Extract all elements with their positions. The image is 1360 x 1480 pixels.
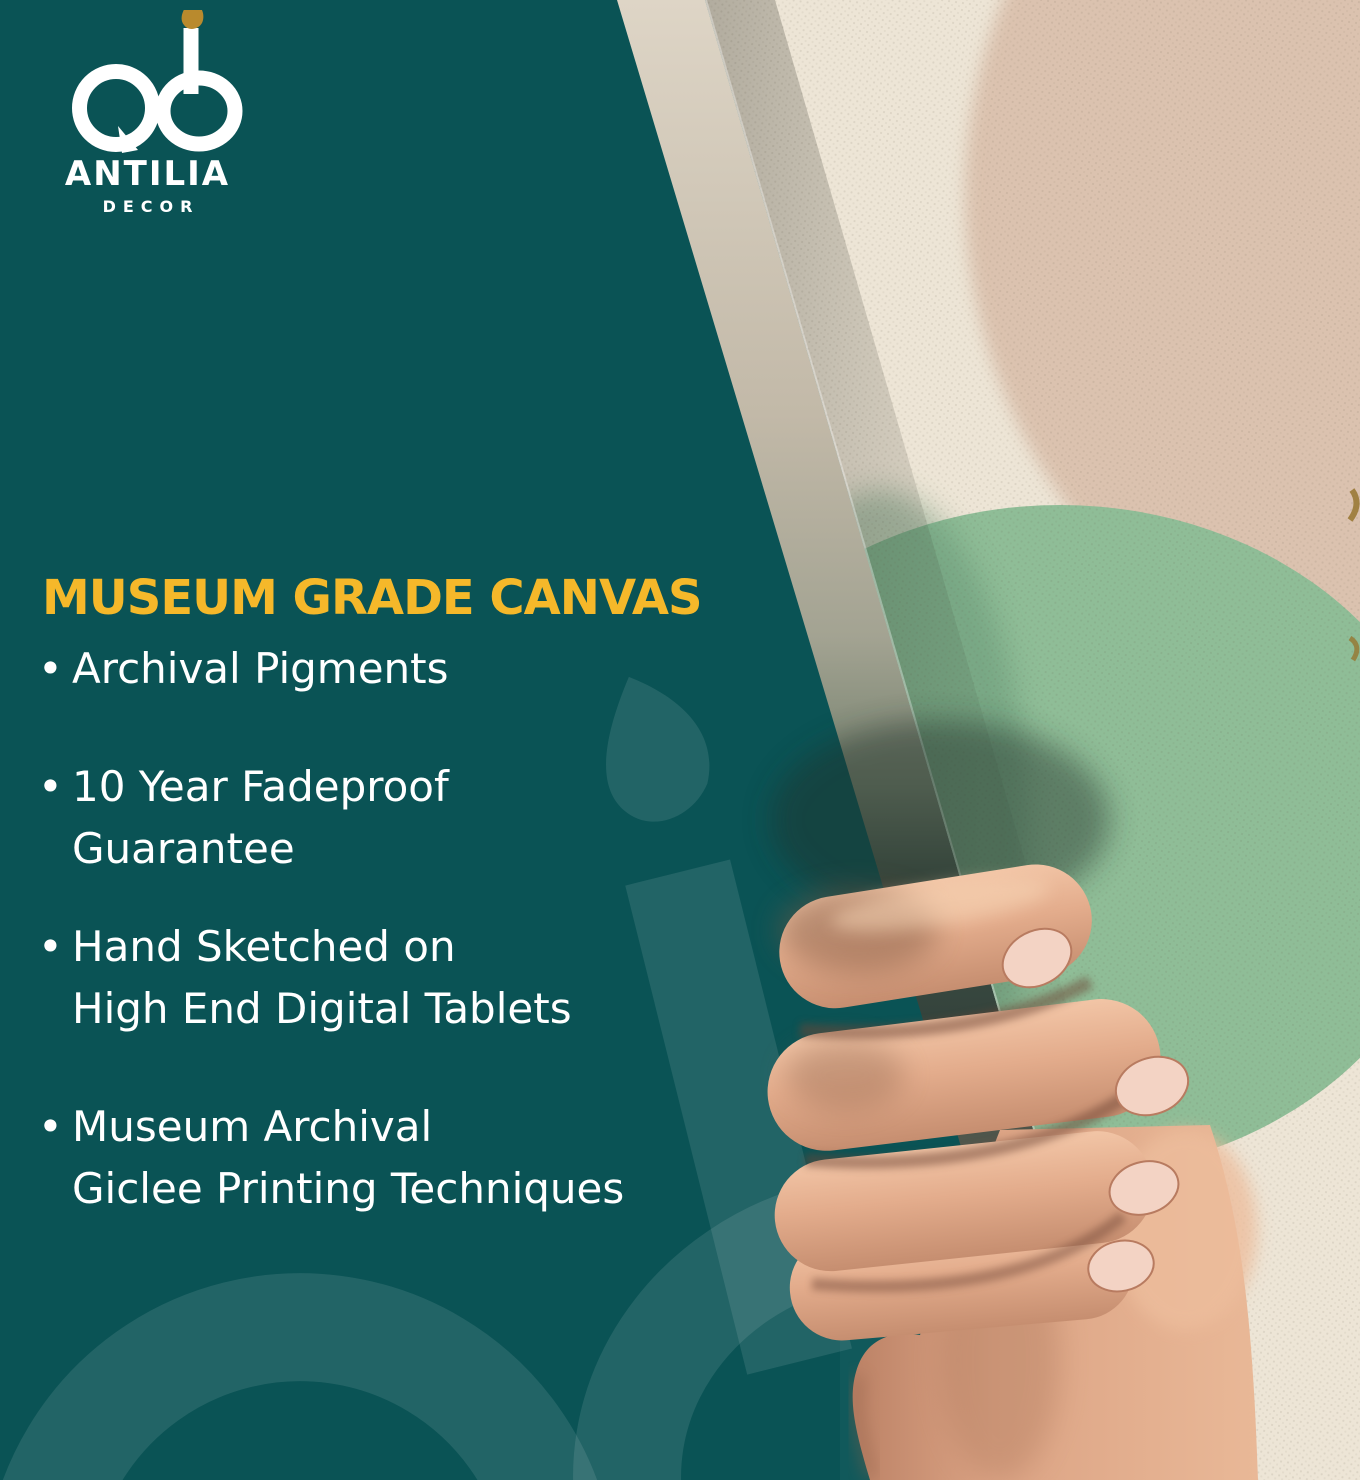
feature-line: Museum Archival: [72, 1102, 433, 1151]
feature-line: 10 Year Fadeproof: [72, 762, 449, 811]
bullet-icon: •: [38, 1102, 63, 1151]
feature-line: Giclee Printing Techniques: [72, 1164, 625, 1213]
brand-subtitle: DECOR: [102, 197, 200, 216]
feature-hand-sketched: [38, 916, 572, 1040]
feature-line: High End Digital Tablets: [72, 984, 572, 1033]
bullet-icon: •: [38, 922, 63, 971]
ad-monogram-with-flame-icon: [60, 10, 270, 170]
feature-line: Guarantee: [72, 824, 295, 873]
feature-line: Hand Sketched on: [72, 922, 456, 971]
headline: MUSEUM GRADE CANVAS: [42, 570, 702, 627]
brand-name: ANTILIA: [64, 154, 231, 194]
bullet-icon: •: [38, 644, 63, 693]
feature-fadeproof-guarantee: [38, 756, 449, 880]
bullet-icon: •: [38, 762, 63, 811]
feature-line: Archival Pigments: [72, 644, 449, 693]
feature-archival-pigments: [38, 638, 449, 700]
feature-giclee-printing: [38, 1096, 624, 1220]
